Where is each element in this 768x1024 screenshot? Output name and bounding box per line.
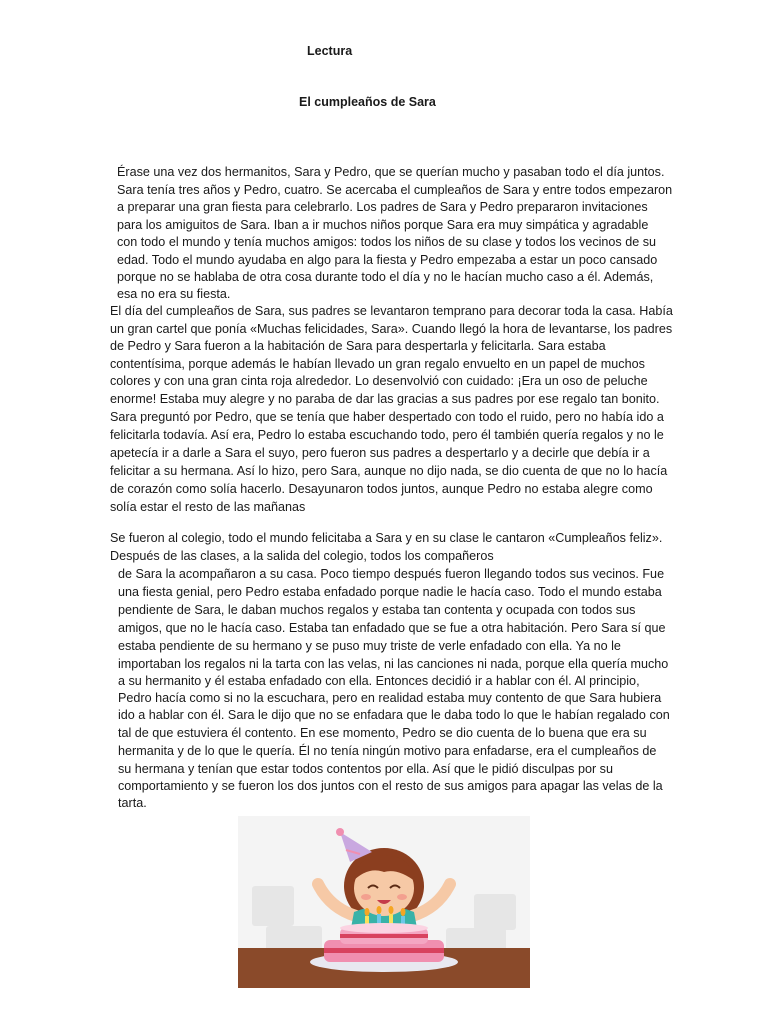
text-line: pendiente de Sara, le daban muchos regalos y estaba tan contenta y ocupada con todos sus: [118, 603, 636, 617]
page-label: Lectura: [307, 44, 353, 58]
text-line: Sara tenía tres años y Pedro, cuatro. Se acercaba el cumpleaños de Sara y entre todos empezaron: [117, 183, 673, 197]
text-line: esa no era su fiesta.: [117, 287, 231, 301]
cheek-right: [397, 894, 407, 900]
text-line: felicitarla todavía. Así era, Pedro lo estaba escuchando todo, pero él también quería regalos y no le: [110, 428, 664, 442]
text-line: Pedro hacía como si no la escuchara, pero en realidad estaba muy contento de que Sara hubiera: [118, 691, 662, 705]
text-line: comportamiento y se fueron los dos juntos con el resto de sus amigos para apagar las velas de la: [118, 779, 663, 793]
text-line: felicitar a su hermana. Así lo hizo, pero Sara, aunque no dijo nada, se dio cuenta de que no lo hacía: [110, 464, 668, 478]
text-line: para los amiguitos de Sara. Iban a ir muchos niños porque Sara era muy simpática y agradable: [117, 218, 649, 232]
text-line: de corazón como solía hacerlo. Desayunaron todos juntos, aunque Pedro no estaba alegre como: [110, 482, 653, 496]
text-line: Sara preguntó por Pedro, que se tenía que haber despertado con todo el ruido, pero no había ido a: [110, 410, 664, 424]
text-line: un gran cartel que ponía «Muchas felicidades, Sara». Cuando llegó la hora de levantarse, los padres: [110, 322, 673, 336]
text-line: colores y con una gran cinta roja alrededor. Lo desenvolvió con cuidado: ¡Era un oso de peluche: [110, 374, 648, 388]
text-line: a su hermanito y él estaba enfadado con ella. Entonces decidió ir a hablar con él. Al principio,: [118, 674, 640, 688]
text-line: su hermana y tenían que estar todos contentos por ella. Así que le pidió disculpas por su: [118, 762, 613, 776]
text-line: amigos, que no le hacía caso. Estaba tan enfadado que se fue a otra habitación. Pero Sara sí que: [118, 621, 666, 635]
text-line: enorme! Estaba muy alegre y no paraba de dar las gracias a sus padres por ese regalo tan bonito.: [110, 392, 660, 406]
text-line: contentísima, porque además le habían llevado un gran regalo envuelto en un papel de muchos: [110, 357, 645, 371]
text-line: hermanita y de lo que le quería. Él no tenía ningún motivo para enfadarse, era el cumpleaños de: [118, 744, 657, 758]
hat-pompom: [336, 828, 344, 836]
text-line: Se fueron al colegio, todo el mundo felicitaba a Sara y en su clase le cantaron «Cumpleaños feliz».: [110, 531, 663, 545]
text-line: a preparar una gran fiesta para celebrarlo. Los padres de Sara y Pedro prepararon invitaciones: [117, 200, 648, 214]
text-line: porque no se hablaba de otra cosa durante todo el día y no le hacían mucho caso a él. Además,: [117, 270, 654, 284]
text-line: de Pedro y Sara fueron a la habitación de Sara para despertarla y felicitarla. Sara estaba: [110, 339, 606, 353]
text-line: apetecía ir a darle a Sara el suyo, pero fueron sus padres a despertarlo y a decirle que debía ir a: [110, 446, 650, 460]
cheek-left: [361, 894, 371, 900]
text-line: edad. Todo el mundo ayudaba en algo para la fiesta y Pedro empezaba a estar un poco cansado: [117, 253, 658, 267]
text-line: solía estar el resto de las mañanas: [110, 500, 306, 514]
text-line: una fiesta genial, pero Pedro estaba enfadado porque nadie le hacía caso. Todo el mundo estaba: [118, 585, 662, 599]
text-line: Después de las clases, a la salida del colegio, todos los compañeros: [110, 549, 494, 563]
text-line: de Sara la acompañaron a su casa. Poco tiempo después fueron llegando todos sus vecinos. Fue: [118, 567, 665, 581]
text-line: El día del cumpleaños de Sara, sus padres se levantaron temprano para decorar toda la casa. Había: [110, 304, 673, 318]
text-line: estaba pendiente de su hermano y se puso muy triste de verle enfadado con ella. Ya no le: [118, 639, 621, 653]
text-line: tarta.: [118, 796, 147, 810]
story-title: El cumpleaños de Sara: [299, 95, 436, 109]
text-line: tal de que estuviera él contento. En ese momento, Pedro se dio cuenta de lo buena que era su: [118, 726, 647, 740]
text-line: importaban los regalos ni la tarta con las velas, ni las canciones ni nada, porque ella quería mucho: [118, 657, 669, 671]
birthday-girl-cake-illustration: [238, 816, 530, 988]
text-line: con todo el mundo y tenía muchos amigos: todos los niños de su clase y todos los vecinos de su: [117, 235, 657, 249]
text-line: ido a hablar con él. Sara le dijo que no se enfadara que le daba todo lo que le habían regalado con: [118, 708, 670, 722]
text-line: Érase una vez dos hermanitos, Sara y Pedro, que se querían mucho y pasaban todo el día juntos.: [117, 165, 665, 179]
